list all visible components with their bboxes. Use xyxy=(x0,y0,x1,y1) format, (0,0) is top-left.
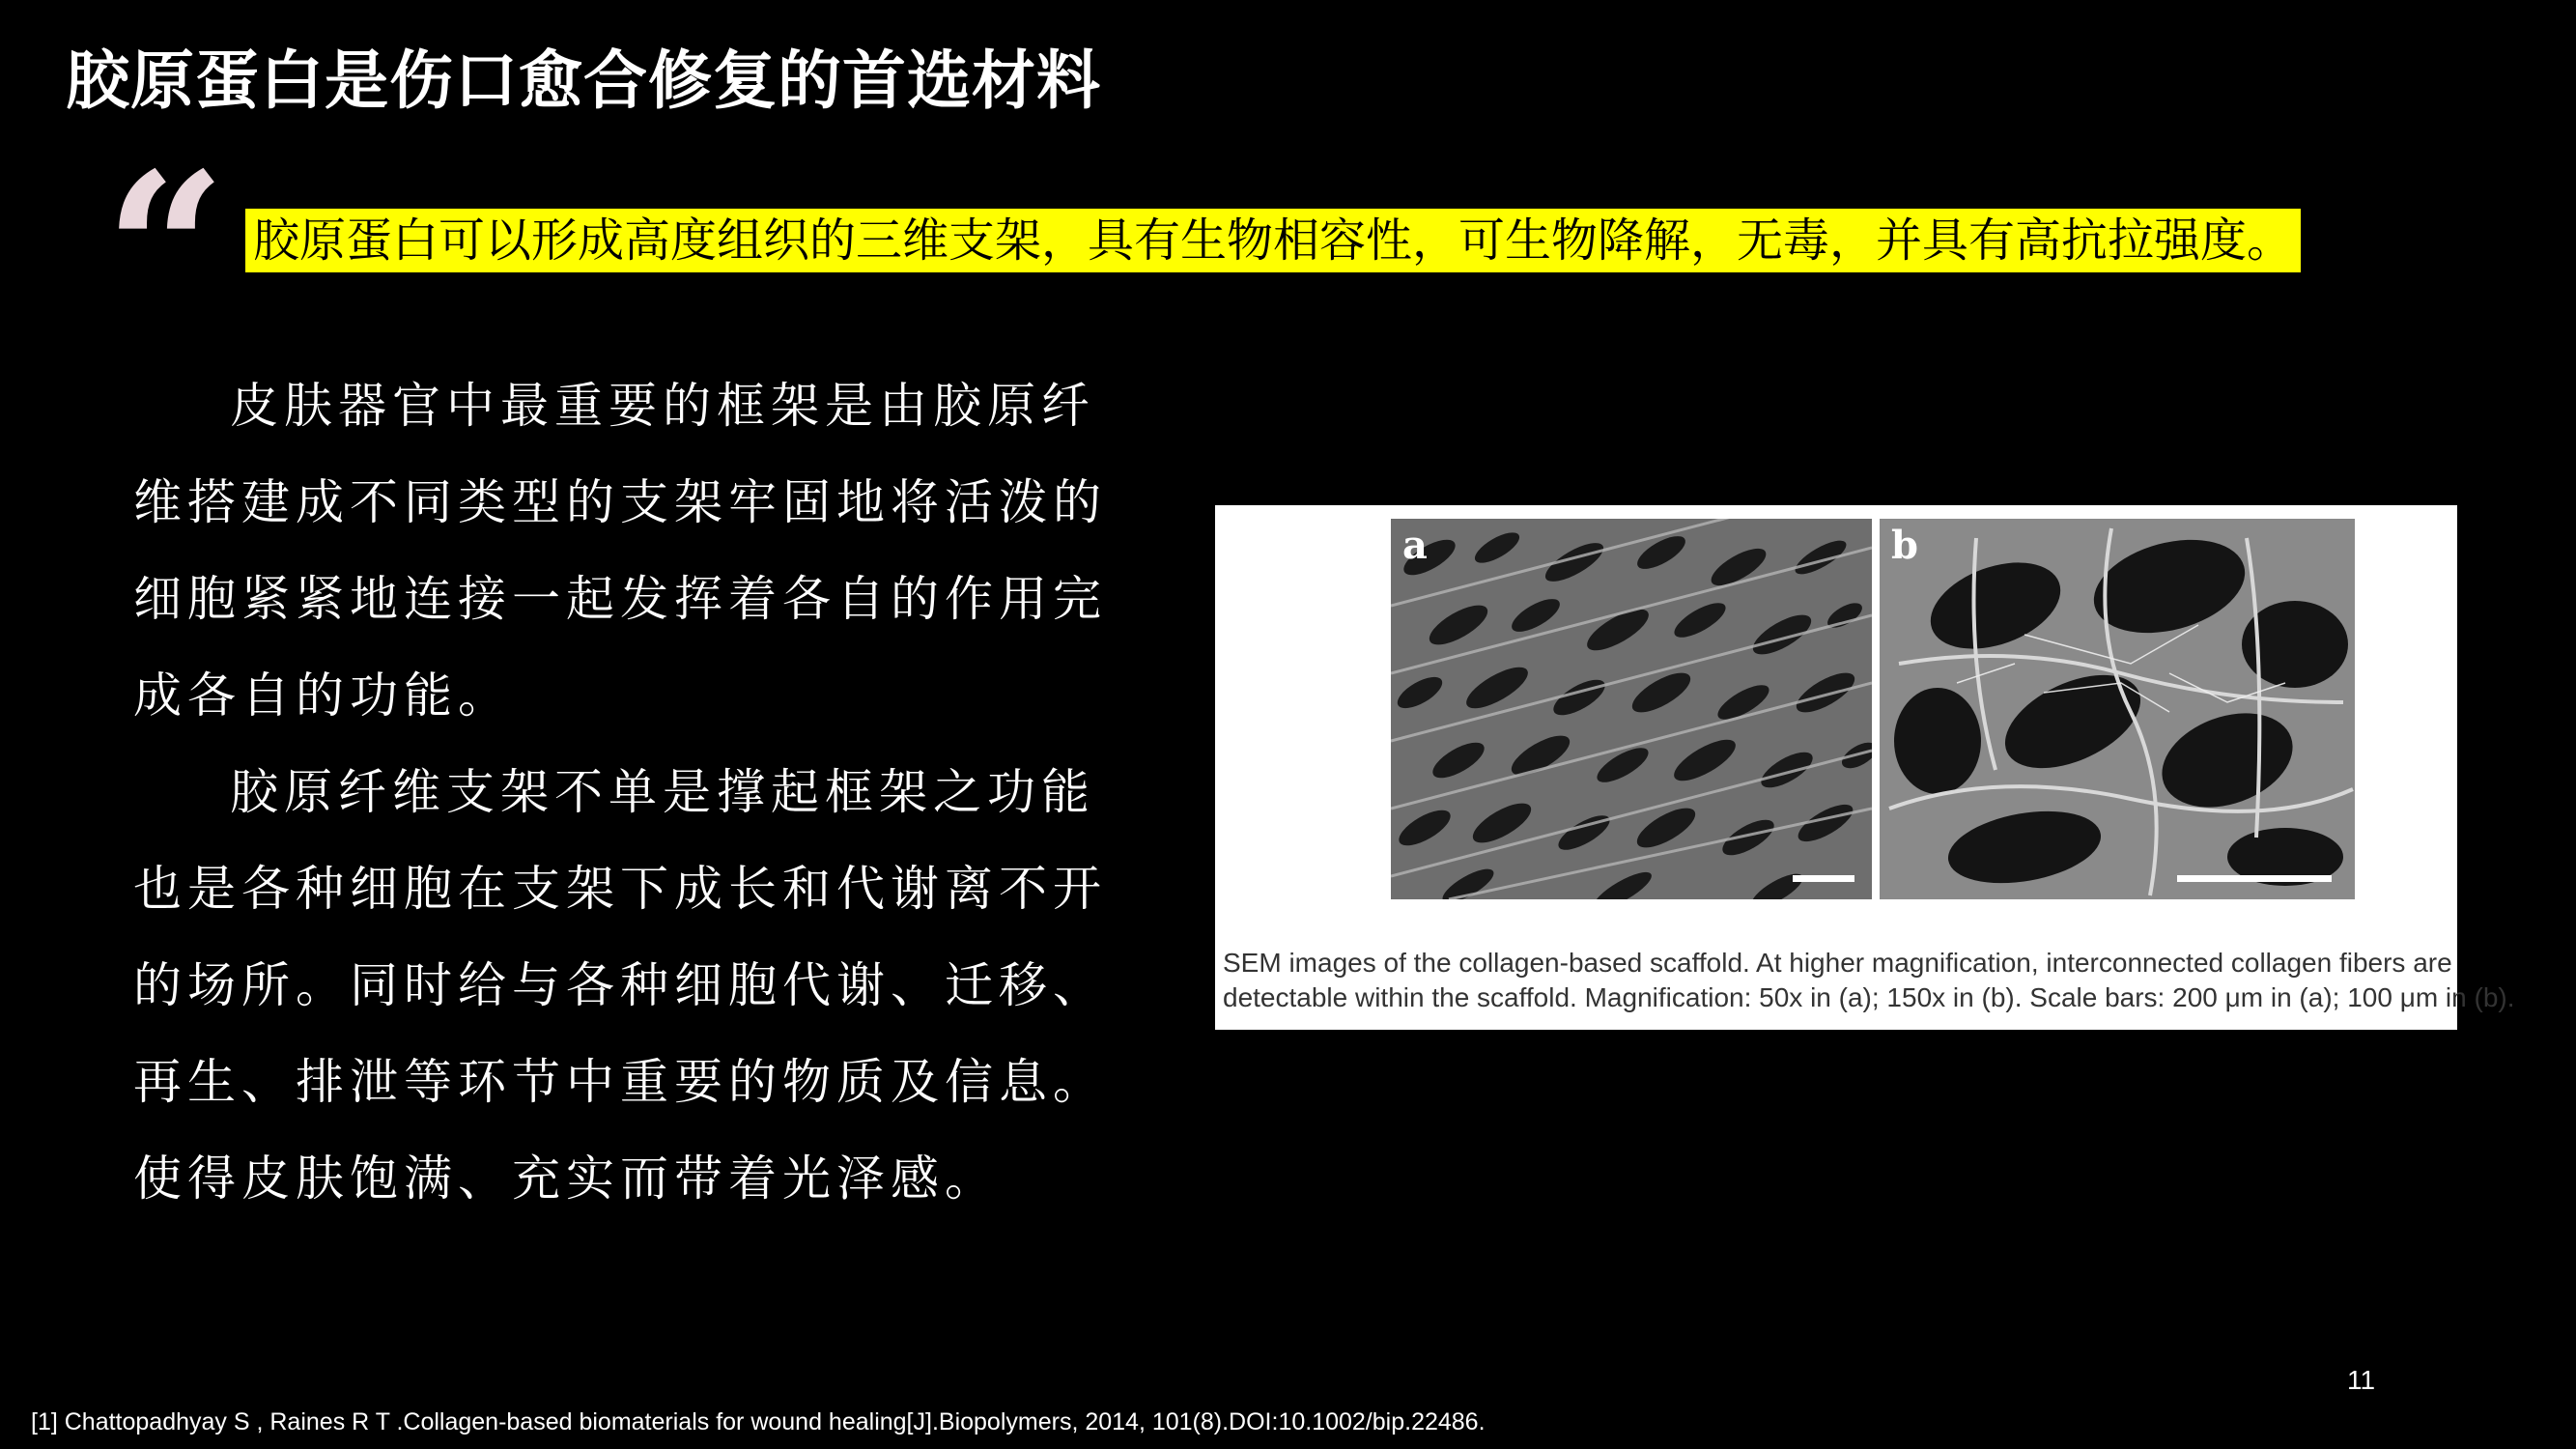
figure-caption xyxy=(1223,946,2515,1015)
reference-citation: [1] Chattopadhyay S , Raines R T .Collagen-based biomaterials for wound healing[J].Biopolymers, 2014, 101(8).DOI:10.1002/bip.22486. xyxy=(31,1408,1486,1435)
slide-title: 胶原蛋白是伤口愈合修复的首选材料 xyxy=(66,43,1101,118)
sem-figure xyxy=(1215,505,2515,1030)
body-text xyxy=(133,357,1138,1227)
figure-caption-line: detectable within the scaffold. Magnification: 50x in (a); 150x in (b). Scale bars: 200 μm in (a); 100 μm in (b). xyxy=(1223,982,2515,1012)
panel-b-label: b xyxy=(1891,523,1918,568)
panel-a-label: a xyxy=(1402,523,1428,568)
scale-bar-b xyxy=(2177,875,2332,882)
body-paragraph: 胶原纤维支架不单是撑起框架之功能也是各种细胞在支架下成长和代谢离不开的场所。同时给与各种细胞代谢、迁移、再生、排泄等环节中重要的物质及信息。使得皮肤饱满、充实而带着光泽感。 xyxy=(133,764,1107,1207)
page-number: 11 xyxy=(2347,1365,2376,1395)
figure-caption-line: SEM images of the collagen-based scaffold. At higher magnification, interconnected collagen fibers are xyxy=(1223,948,2452,978)
scale-bar-a xyxy=(1793,875,1854,882)
sem-image-b xyxy=(1880,519,2355,899)
body-paragraph: 皮肤器官中最重要的框架是由胶原纤维搭建成不同类型的支架牢固地将活泼的细胞紧紧地连接一起发挥着各自的作用完成各自的功能。 xyxy=(133,378,1107,724)
quote-mark-icon: “ xyxy=(104,126,227,376)
sem-image-a xyxy=(1391,519,1872,899)
highlighted-statement: 胶原蛋白可以形成高度组织的三维支架，具有生物相容性，可生物降解，无毒，并具有高抗拉强度。 xyxy=(245,209,2301,272)
